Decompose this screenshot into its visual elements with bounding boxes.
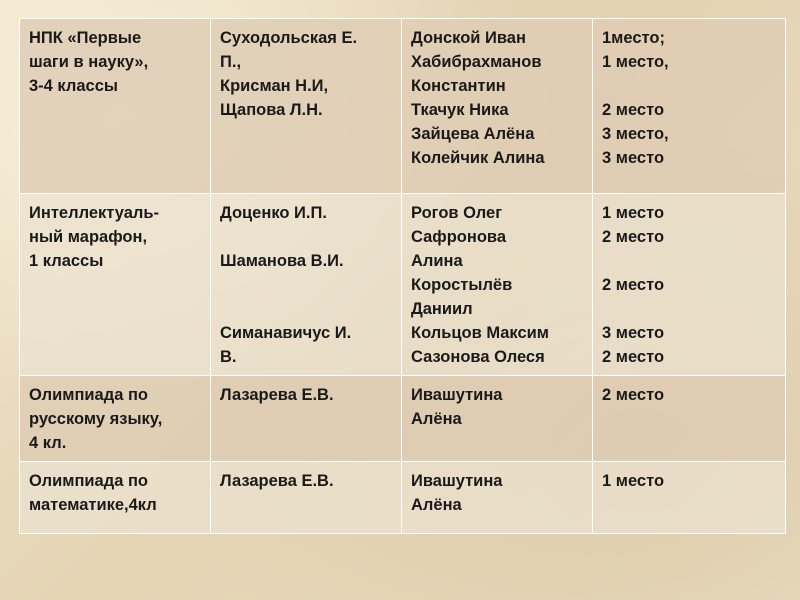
results-table: [19, 18, 786, 534]
students-cell: Ивашутина Алёна: [402, 376, 593, 462]
event-cell: НПК «Первые шаги в науку», 3-4 классы: [20, 19, 211, 194]
table-row: [20, 376, 786, 462]
places-cell: 1 место 2 место 2 место 3 место 2 место: [593, 194, 786, 376]
table-row: [20, 462, 786, 534]
students-cell: Рогов Олег Сафронова Алина Коростылёв Даниил Кольцов Максим Сазонова Олеся: [402, 194, 593, 376]
students-cell: Ивашутина Алёна: [402, 462, 593, 534]
teachers-cell: Лазарева Е.В.: [211, 462, 402, 534]
event-cell: Интеллектуаль- ный марафон, 1 классы: [20, 194, 211, 376]
teachers-cell: Лазарева Е.В.: [211, 376, 402, 462]
places-cell: 2 место: [593, 376, 786, 462]
table-row: [20, 19, 786, 194]
teachers-cell: Суходольская Е. П., Крисман Н.И, Щапова Л.Н.: [211, 19, 402, 194]
places-cell: 1 место: [593, 462, 786, 534]
places-cell: 1место; 1 место, 2 место 3 место, 3 место: [593, 19, 786, 194]
students-cell: Донской Иван Хабибрахманов Константин Ткачук Ника Зайцева Алёна Колейчик Алина: [402, 19, 593, 194]
event-cell: Олимпиада по русскому языку, 4 кл.: [20, 376, 211, 462]
table-row: [20, 194, 786, 376]
teachers-cell: Доценко И.П. Шаманова В.И. Симанавичус И. В.: [211, 194, 402, 376]
event-cell: Олимпиада по математике,4кл: [20, 462, 211, 534]
